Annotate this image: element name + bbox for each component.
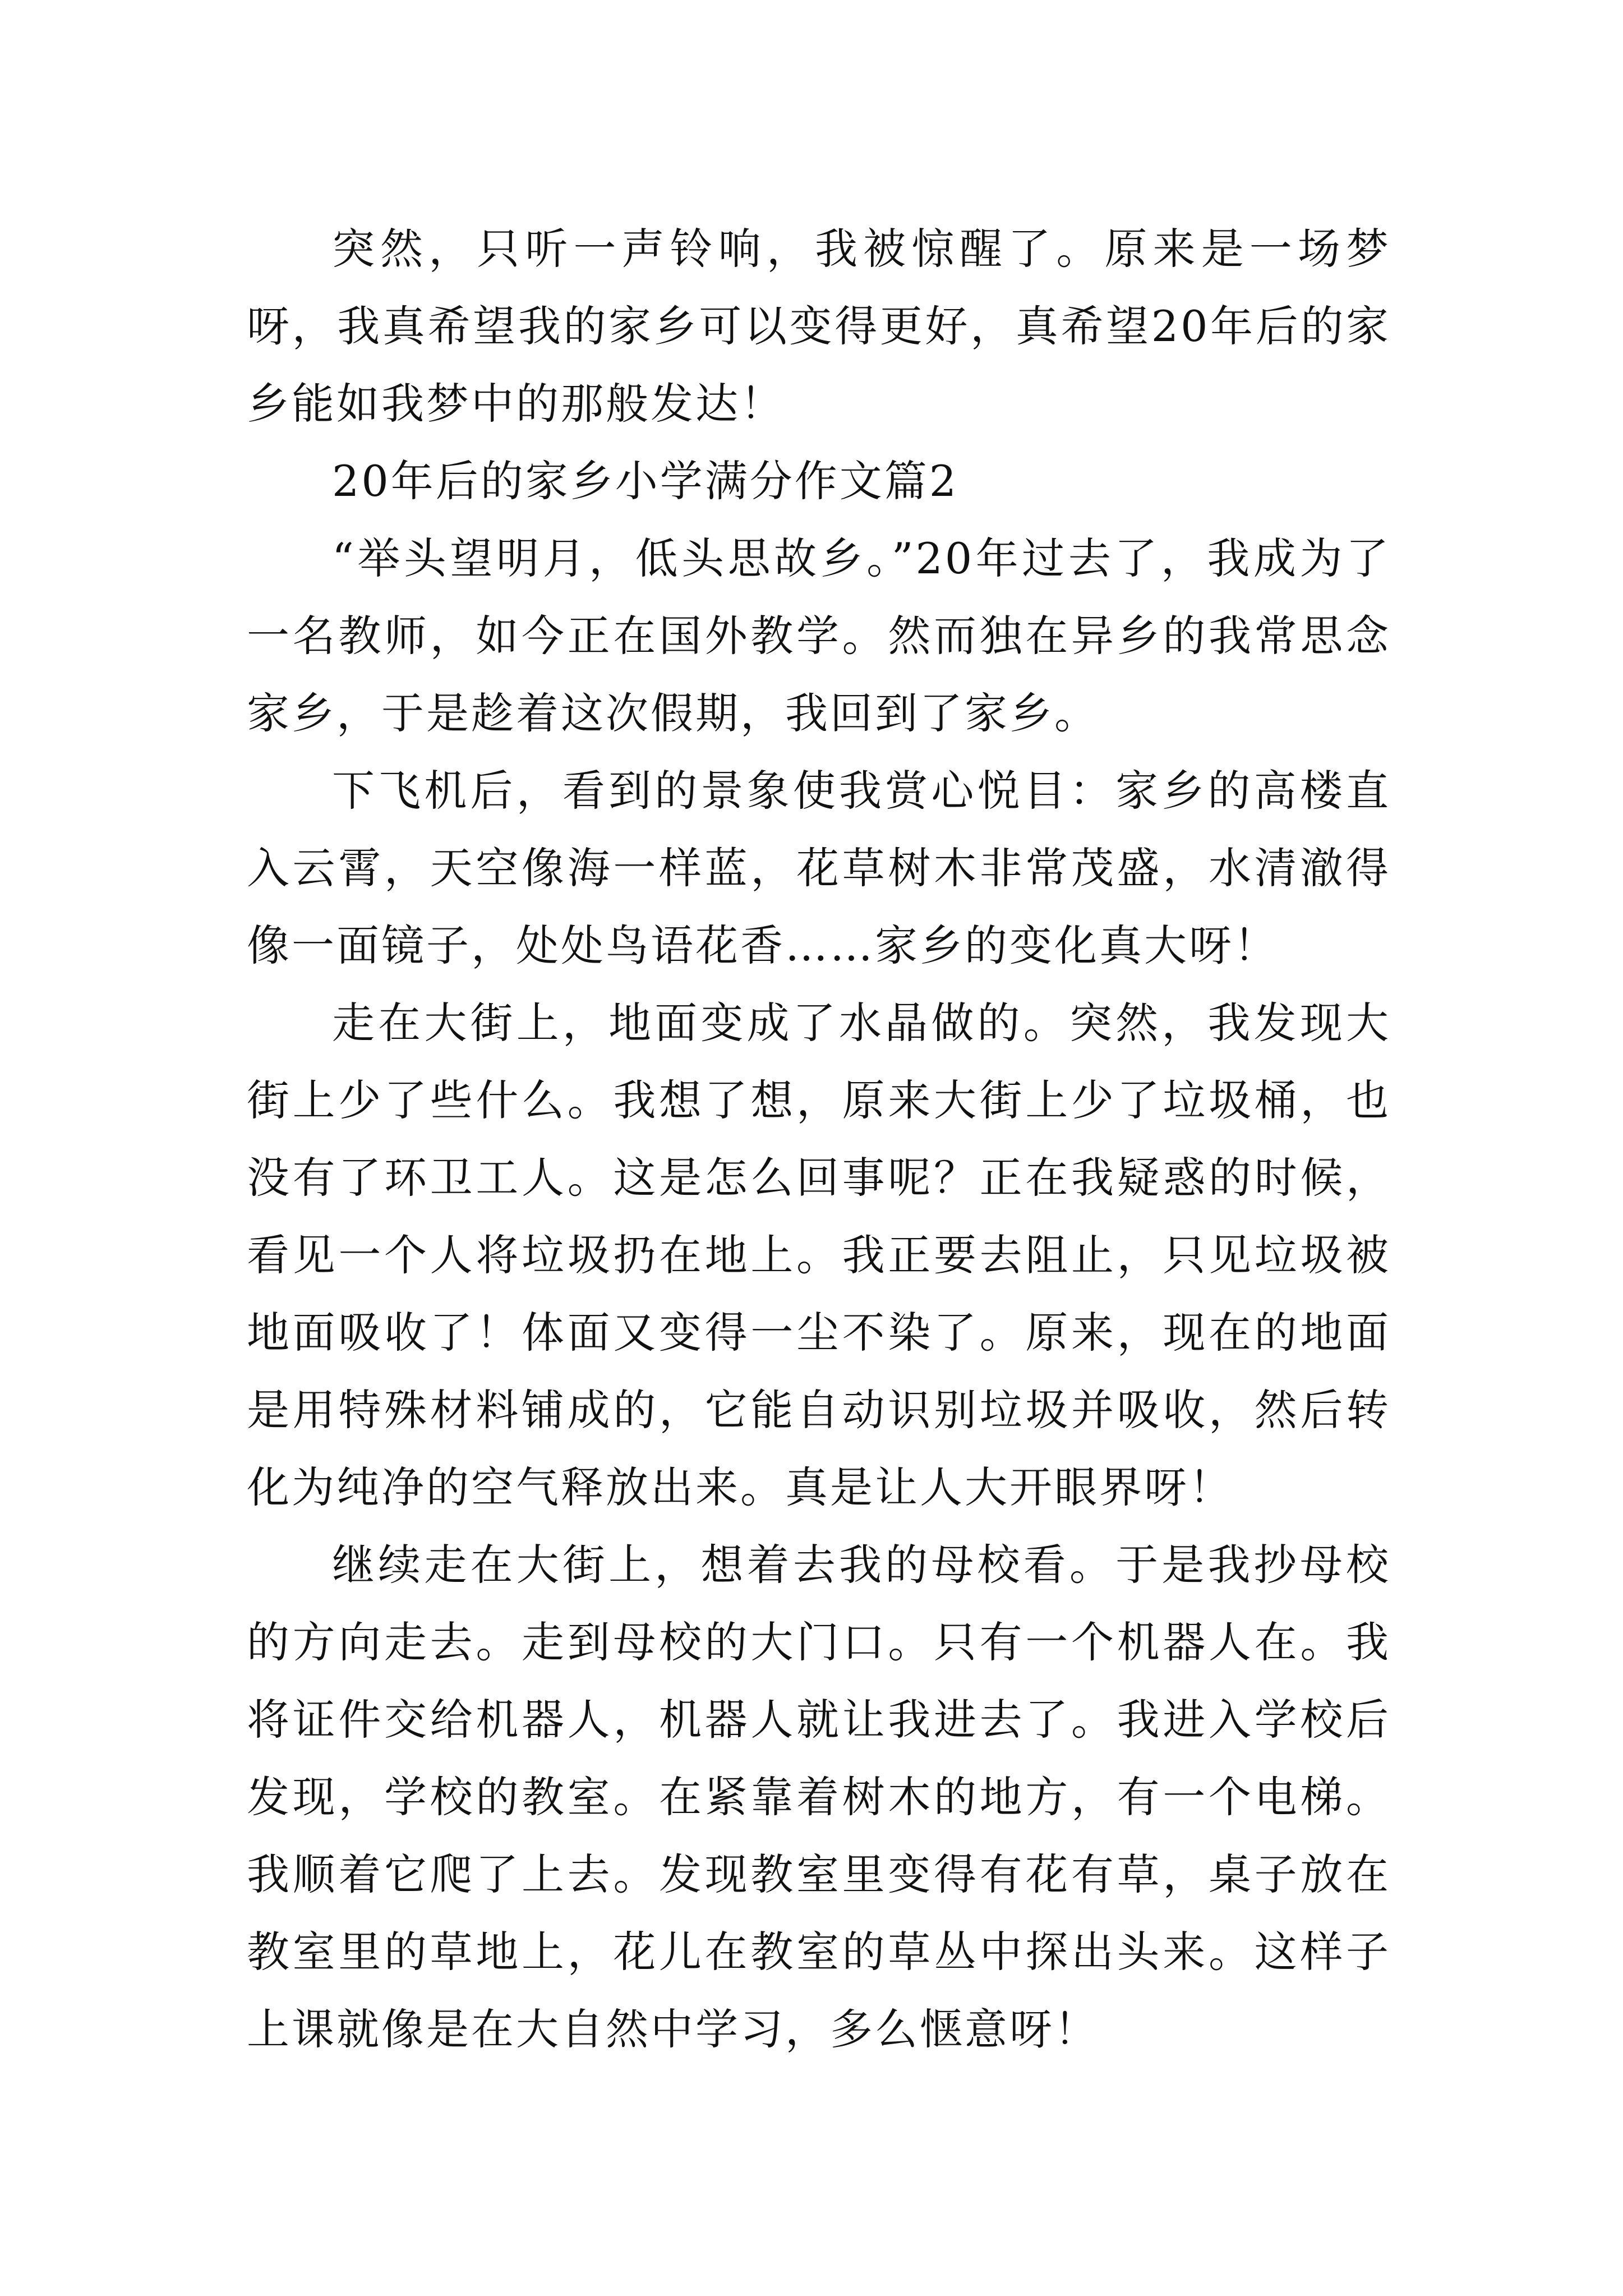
paragraph-scenery: 下飞机后，看到的景象使我赏心悦目：家乡的高楼直入云霄，天空像海一样蓝，花草树木非常茂盛，水清澈得像一面镜子，处处鸟语花香……家乡的变化真大呀！ <box>247 766 1391 970</box>
paragraph-school: 继续走在大街上，想着去我的母校看。于是我抄母校的方向走去。走到母校的大门口。只有一个机器人在。我将证件交给机器人，机器人就让我进去了。我进入学校后发现，学校的教室。在紧靠着树木的地方，有一个电梯。我顺着它爬了上去。发现教室里变得有花有草，桌子放在教室里的草地上，花儿在教室的草丛中探出头来。这样子上课就像是在大自然中学习，多么惬意呀！ <box>247 1540 1391 2054</box>
paragraph-return-home: “举头望明月，低头思故乡。”20年过去了，我成为了一名教师，如今正在国外教学。然而独在异乡的我常思念家乡，于是趁着这次假期，我回到了家乡。 <box>247 533 1391 738</box>
document-body <box>247 210 1391 2068</box>
essay-title: 20年后的家乡小学满分作文篇2 <box>332 456 959 506</box>
paragraph-dream-ending: 突然，只听一声铃响，我被惊醒了。原来是一场梦呀，我真希望我的家乡可以变得更好，真希望20年后的家乡能如我梦中的那般发达！ <box>247 224 1391 429</box>
paragraph-street: 走在大街上，地面变成了水晶做的。突然，我发现大街上少了些什么。我想了想，原来大街上少了垃圾桶，也没有了环卫工人。这是怎么回事呢？正在我疑惑的时候，看见一个人将垃圾扔在地上。我正要去阻止，只见垃圾被地面吸收了！体面又变得一尘不染了。原来，现在的地面是用特殊材料铺成的，它能自动识别垃圾并吸收，然后转化为纯净的空气释放出来。真是让人大开眼界呀！ <box>247 998 1391 1512</box>
